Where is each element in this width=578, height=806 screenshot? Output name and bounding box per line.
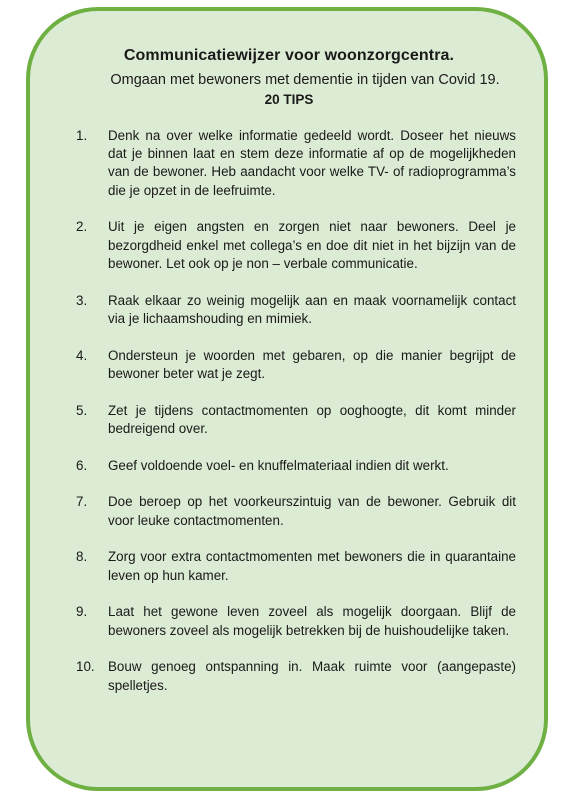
tip-number: 1. (76, 128, 88, 143)
tips-list (76, 127, 516, 713)
tip-text: Raak elkaar zo weinig mogelijk aan en maak voornamelijk contact via je lichaamshouding en mimiek. (108, 292, 516, 326)
tip-text: Laat het gewone leven zoveel als mogelijk doorgaan. Blijf de bewoners zoveel als mogelijk betrekken bij de huishoudelijke taken. (108, 604, 516, 638)
tip-item (76, 493, 516, 529)
tip-number: 10. (76, 659, 95, 675)
tip-item (76, 292, 516, 328)
tip-text: Zorg voor extra contactmomenten met bewoners die in quarantaine leven op hun kamer. (108, 549, 516, 583)
tip-item (76, 658, 516, 694)
tip-number: 4. (76, 347, 88, 363)
tip-item (76, 548, 516, 584)
tip-number: 5. (76, 402, 88, 418)
tip-number: 8. (76, 549, 88, 565)
tip-number: 2. (76, 219, 88, 235)
tip-text: Geef voldoende voel- en knuffelmateriaal indien dit werkt. (108, 457, 449, 473)
tip-number: 7. (76, 494, 88, 510)
tip-item (76, 218, 516, 273)
document-title: Communicatiewijzer voor woonzorgcentra. (123, 47, 455, 64)
tip-number: 6. (76, 457, 88, 473)
document-subtitle: Omgaan met bewoners met dementie in tijden van Covid 19. (110, 72, 500, 88)
tips-count-label: 20 TIPS (264, 92, 314, 107)
tip-text: Denk na over welke informatie gedeeld wordt. Doseer het nieuws dat je binnen laat en stem deze informatie af op de mogelijkheden van de bewoner. Heb aandacht voor welke TV- of radioprogramma’s die je opzet in de leefruimte. (108, 128, 516, 198)
tip-item (76, 457, 516, 475)
tip-item (76, 347, 516, 383)
tip-text: Doe beroep op het voorkeurszintuig van de bewoner. Gebruik dit voor leuke contactmomenten. (108, 494, 516, 528)
tip-number: 9. (76, 604, 88, 620)
tip-text: Ondersteun je woorden met gebaren, op die manier begrijpt de bewoner beter wat je zegt. (108, 347, 516, 381)
tip-text: Uit je eigen angsten en zorgen niet naar bewoners. Deel je bezorgdheid enkel met collega’s en doe dit niet in het bijzijn van de bewoner. Let ook op je non – verbale communicatie. (108, 219, 516, 271)
tip-text: Bouw genoeg ontspanning in. Maak ruimte voor (aangepaste) spelletjes. (108, 659, 516, 693)
tip-item (76, 127, 516, 200)
tip-text: Zet je tijdens contactmomenten op ooghoogte, dit komt minder bedreigend over. (108, 402, 516, 436)
tip-number: 3. (76, 292, 88, 308)
tip-item (76, 603, 516, 639)
tip-item (76, 402, 516, 438)
